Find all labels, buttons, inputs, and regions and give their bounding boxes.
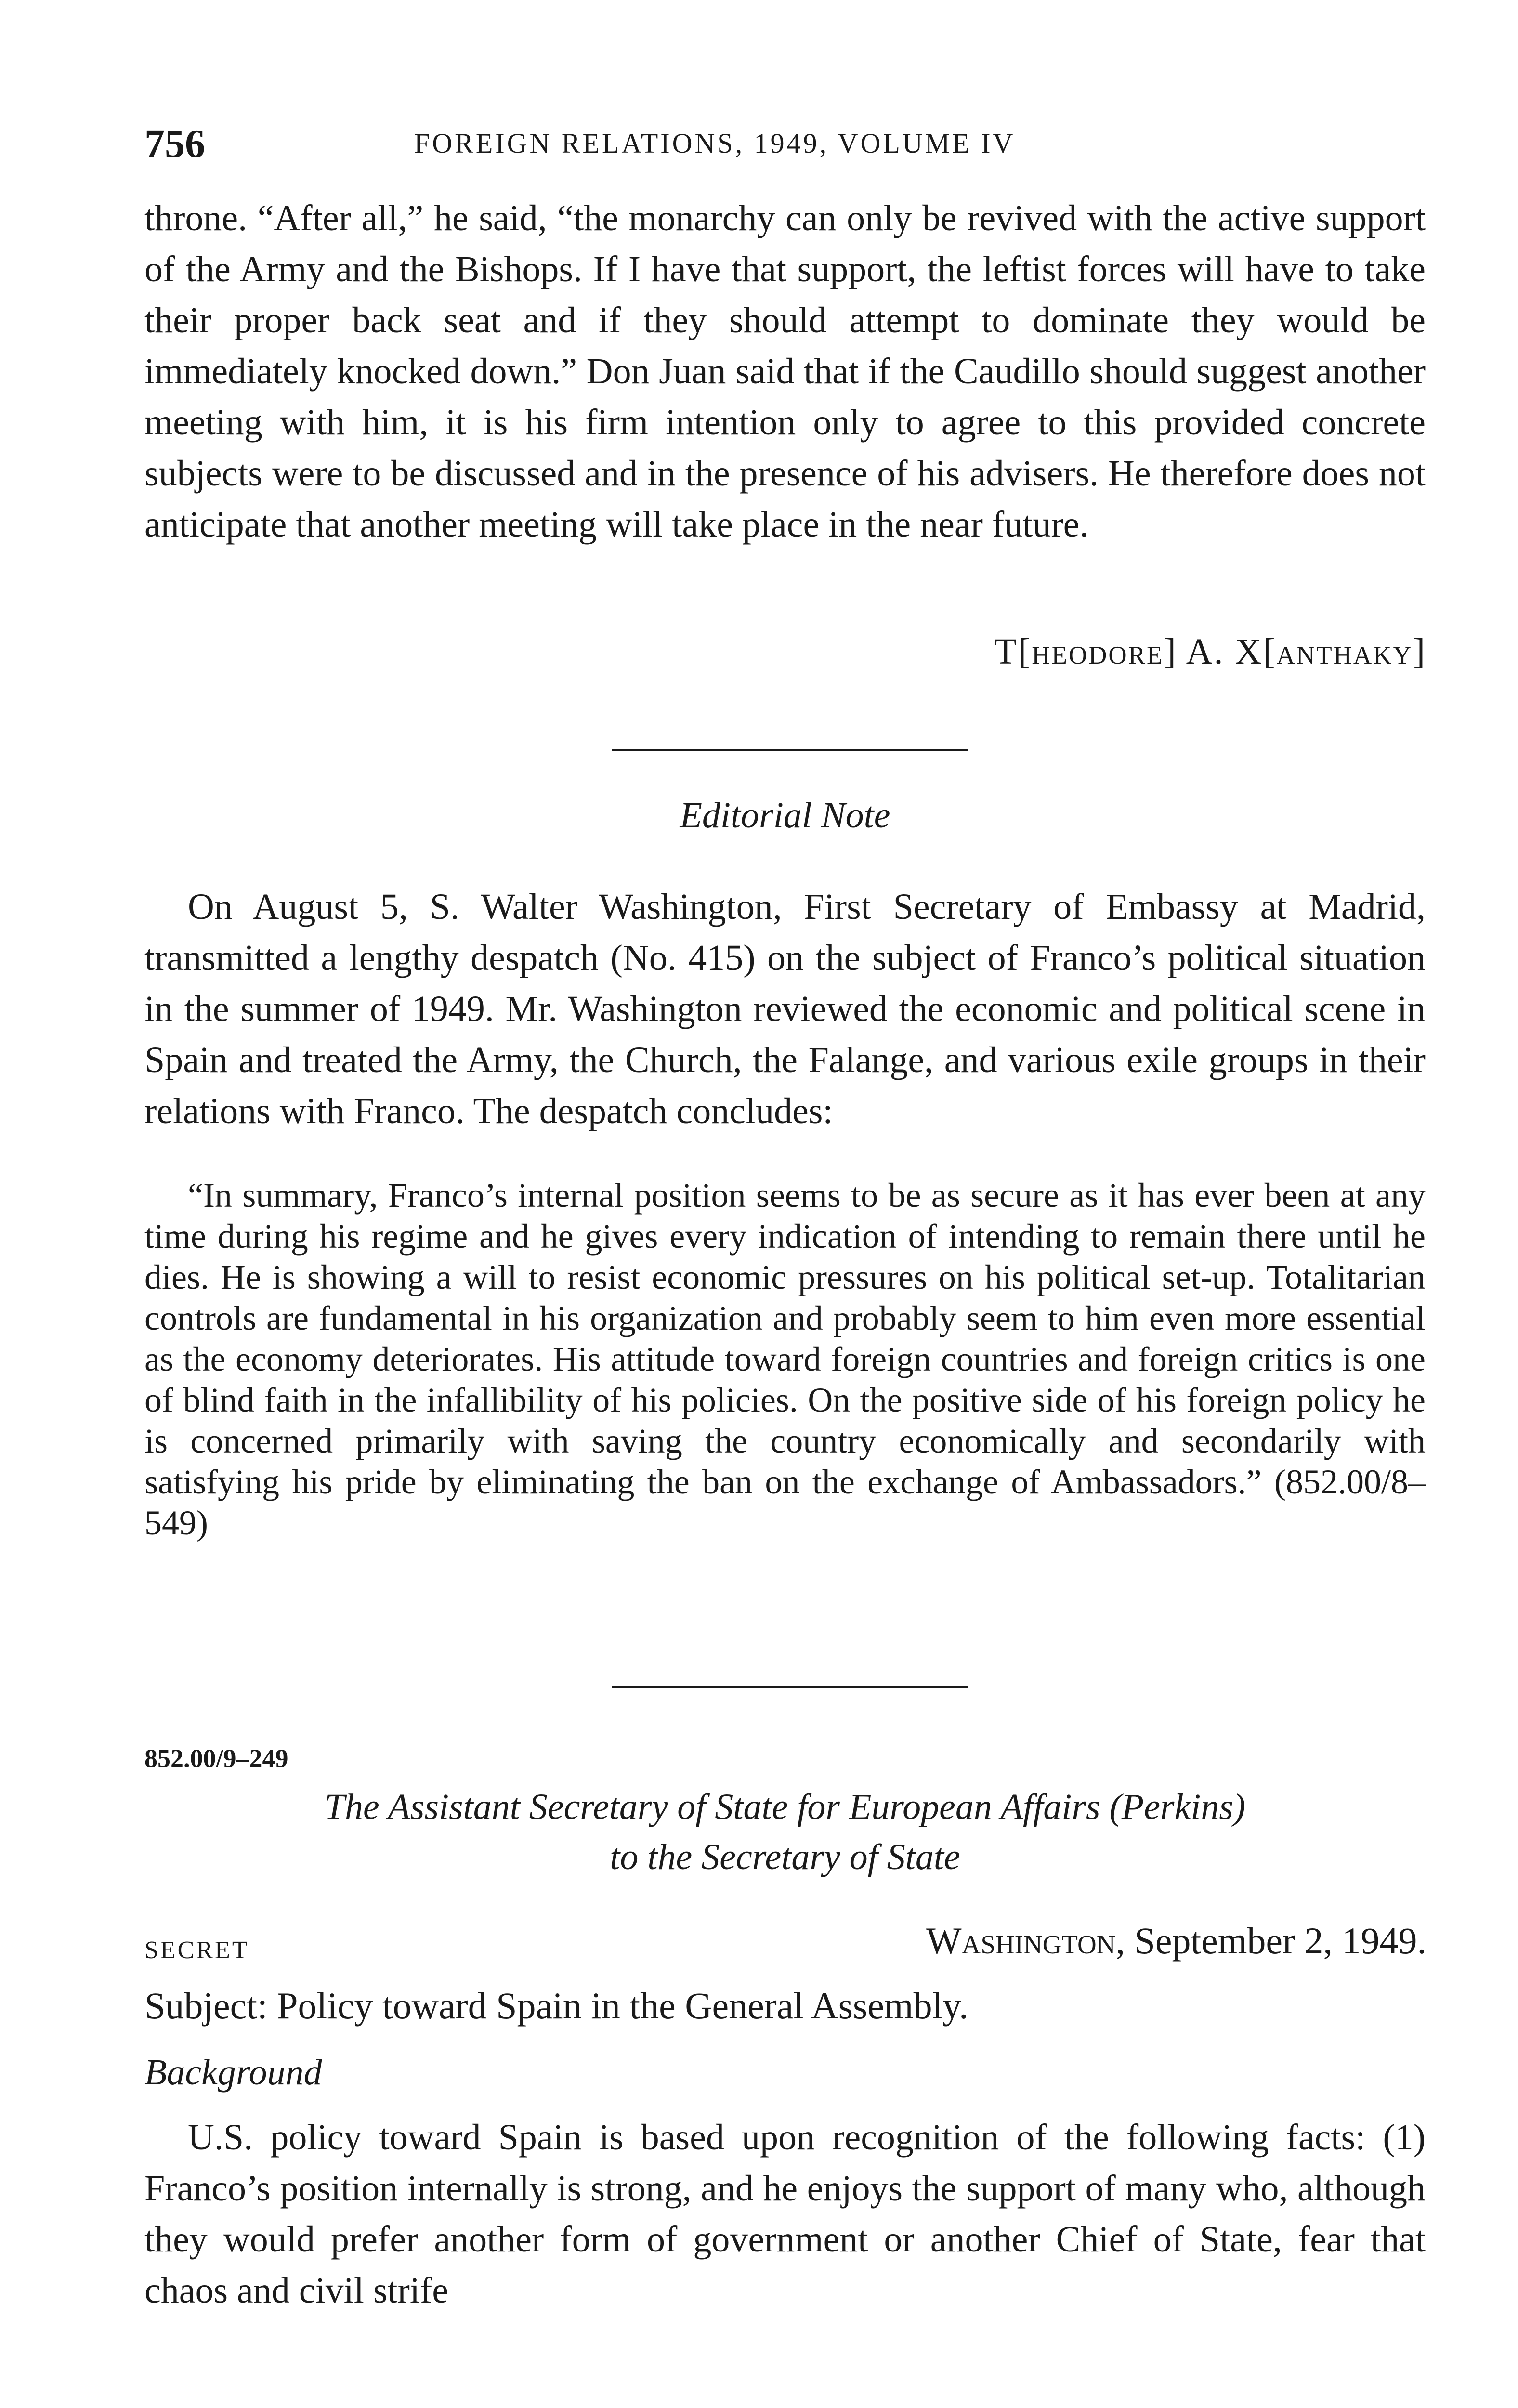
signature: T[heodore] A. X[anthaky] (994, 631, 1426, 672)
dateline-place: Washington (926, 1920, 1116, 1962)
continuation-paragraph: throne. “After all,” he said, “the monarchy can only be revived with the active support of the Army and the Bishops. If I have that support, the leftist forces will have to take their proper back seat and if they should attempt to dominate they would be immediately knocked down.” Don Juan said that if the Caudillo should suggest another meeting with him, it is his firm intention only to agree to this provided concrete subjects were to be discussed and in the presence of his advisers. He therefore does not anticipate that another meeting will take place in the near future. (144, 198, 1426, 545)
editorial-note-title: Editorial Note (680, 795, 890, 836)
page-number: 756 (144, 121, 205, 166)
editorial-note-paragraph: On August 5, S. Walter Washington, First Secretary of Embassy at Madrid, transmitted a lengthy despatch (No. 415) on the subject of Franco’s political situation in the summer of 1949. Mr. Washington reviewed the economic and political scene in Spain and treated the Army, the Church, the Falange, and various exile groups in their relations with Franco. The despatch concludes: (144, 887, 1426, 1131)
dateline-date: , September 2, 1949. (1115, 1920, 1426, 1962)
section-heading: Background (144, 2052, 322, 2093)
document-title-line: to the Secretary of State (610, 1837, 960, 1877)
quote-paragraph: “In summary, Franco’s internal position seems to be as secure as it has ever been at any time during his regime and he gives every indication of intending to remain there until he dies. He is showing a will to resist economic pressures on his political set-up. Totalitarian controls are fundamental in his organization and probably seem to him even more essential as the economy deteriorates. His attitude toward foreign countries and foreign critics is one of blind faith in the infallibility of his policies. On the positive side of his foreign policy he is concerned primarily with saving the country economically and secondarily with satisfying his pride by eliminating the ban on the exchange of Ambassadors.” (852.00/8–549) (144, 1176, 1426, 1542)
document-title (144, 1782, 1426, 1882)
running-header (144, 120, 1300, 178)
editorial-note-body (144, 881, 1426, 1137)
running-title: FOREIGN RELATIONS, 1949, VOLUME IV (414, 128, 1016, 159)
subject-line: Subject: Policy toward Spain in the General Assembly. (144, 1985, 968, 2027)
classification-label: SECRET (144, 1937, 249, 1964)
dateline (926, 1919, 1426, 1963)
section-divider (612, 749, 968, 751)
file-number: 852.00/9–249 (144, 1744, 288, 1773)
body-paragraph: U.S. policy toward Spain is based upon recognition of the following facts: (1) Franco’s position internally is strong, and he enjoys the support of many who, although they would prefer another form of government or another Chief of State, fear that chaos and civil strife (144, 2117, 1426, 2311)
continuation-text (144, 193, 1426, 550)
section-divider (612, 1686, 968, 1688)
document-body (144, 2112, 1426, 2316)
despatch-quote (144, 1175, 1426, 1544)
document-title-line: The Assistant Secretary of State for European Affairs (Perkins) (324, 1787, 1246, 1827)
